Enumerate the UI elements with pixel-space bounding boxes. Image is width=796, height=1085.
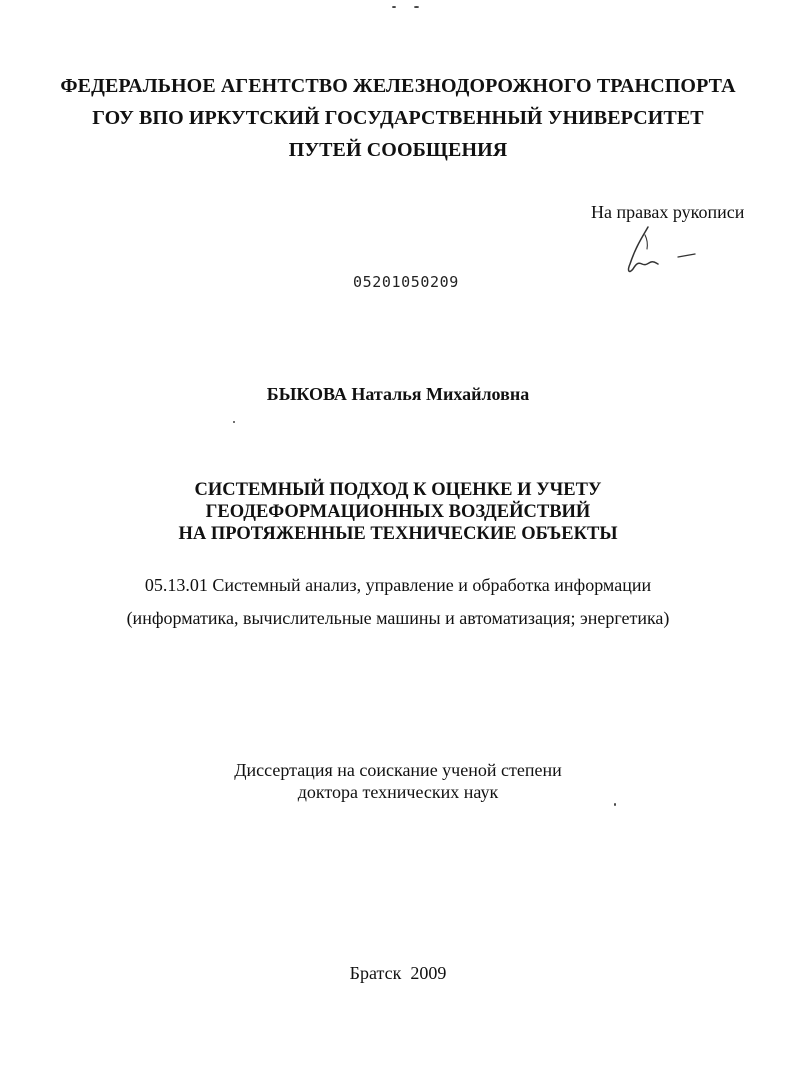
specialty-line-2: (информатика, вычислительные машины и автоматизация; энергетика)	[126, 608, 670, 628]
title-line-3: НА ПРОТЯЖЕННЫЕ ТЕХНИЧЕСКИЕ ОБЪЕКТЫ	[178, 524, 618, 544]
organization-line-1: ФЕДЕРАЛЬНОЕ АГЕНТСТВО ЖЕЛЕЗНОДОРОЖНОГО ТРАНСПОРТА	[60, 75, 736, 97]
manuscript-note: На правах рукописи	[591, 202, 745, 222]
handwritten-signature	[618, 224, 708, 282]
scan-speck	[233, 421, 235, 423]
scan-speck	[414, 6, 419, 8]
scan-speck	[614, 803, 616, 806]
degree-line-1: Диссертация на соискание ученой степени	[234, 760, 562, 780]
specialty-line-1: 05.13.01 Системный анализ, управление и обработка информации	[144, 575, 652, 595]
organization-line-2: ГОУ ВПО ИРКУТСКИЙ ГОСУДАРСТВЕННЫЙ УНИВЕРСИТЕТ	[92, 107, 704, 129]
scan-speck	[392, 6, 396, 8]
degree-line-2: доктора технических наук	[297, 782, 499, 802]
title-line-2: ГЕОДЕФОРМАЦИОННЫХ ВОЗДЕЙСТВИЙ	[205, 502, 591, 522]
document-code: 05201050209	[353, 273, 459, 291]
place-year: Братск 2009	[349, 963, 447, 983]
author-name: БЫКОВА Наталья Михайловна	[266, 384, 530, 404]
title-line-1: СИСТЕМНЫЙ ПОДХОД К ОЦЕНКЕ И УЧЕТУ	[194, 480, 602, 500]
organization-line-3: ПУТЕЙ СООБЩЕНИЯ	[288, 139, 508, 161]
